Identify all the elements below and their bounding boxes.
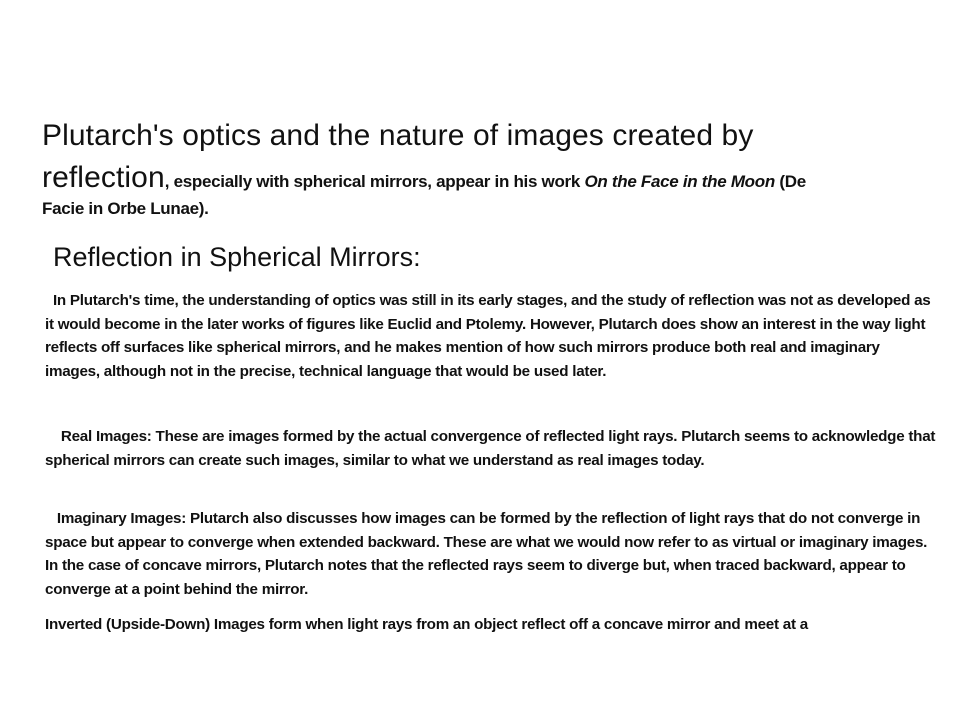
title-line-3: Facie in Orbe Lunae). <box>42 199 209 218</box>
title-line-1: Plutarch's optics and the nature of images created by <box>42 119 754 152</box>
title-lead-word: reflection <box>42 161 165 194</box>
title-subclause: , especially with spherical mirrors, appear in his work <box>164 172 585 191</box>
section-heading: Reflection in Spherical Mirrors: <box>53 242 421 272</box>
title-line-2 <box>42 163 932 197</box>
paragraph-imaginary-images: Imaginary Images: Plutarch also discusses how images can be formed by the reflection of light rays that do not converge in space but appear to converge when extended backward. These are what we would now refer to as virtual or imaginary images. In the case of concave mirrors, Plutarch notes that the reflected rays seem to diverge but, when traced backward, appear to converge at a point behind the mirror. <box>45 510 932 598</box>
title-subclause-end: (De <box>774 172 806 191</box>
paragraph-real-images: Real Images: These are images formed by the actual convergence of reflected light rays. Plutarch seems to acknowledge that spherical mirrors can create such images, similar to what we understand as real images today. <box>45 428 940 469</box>
paragraph-intro: In Plutarch's time, the understanding of optics was still in its early stages, and the study of reflection was not as developed as it would become in the later works of figures like Euclid and Ptolemy. However, Plutarch does show an interest in the way light reflects off surfaces like spherical mirrors, and he makes mention of how such mirrors produce both real and imaginary images, although not in the precise, technical language that would be used later. <box>45 292 935 380</box>
work-title-italic: On the Face in the Moon <box>584 172 775 191</box>
slide-title <box>42 117 932 221</box>
paragraph-inverted-images: Inverted (Upside-Down) Images form when light rays from an object reflect off a concave mirror and meet at a <box>45 616 808 633</box>
